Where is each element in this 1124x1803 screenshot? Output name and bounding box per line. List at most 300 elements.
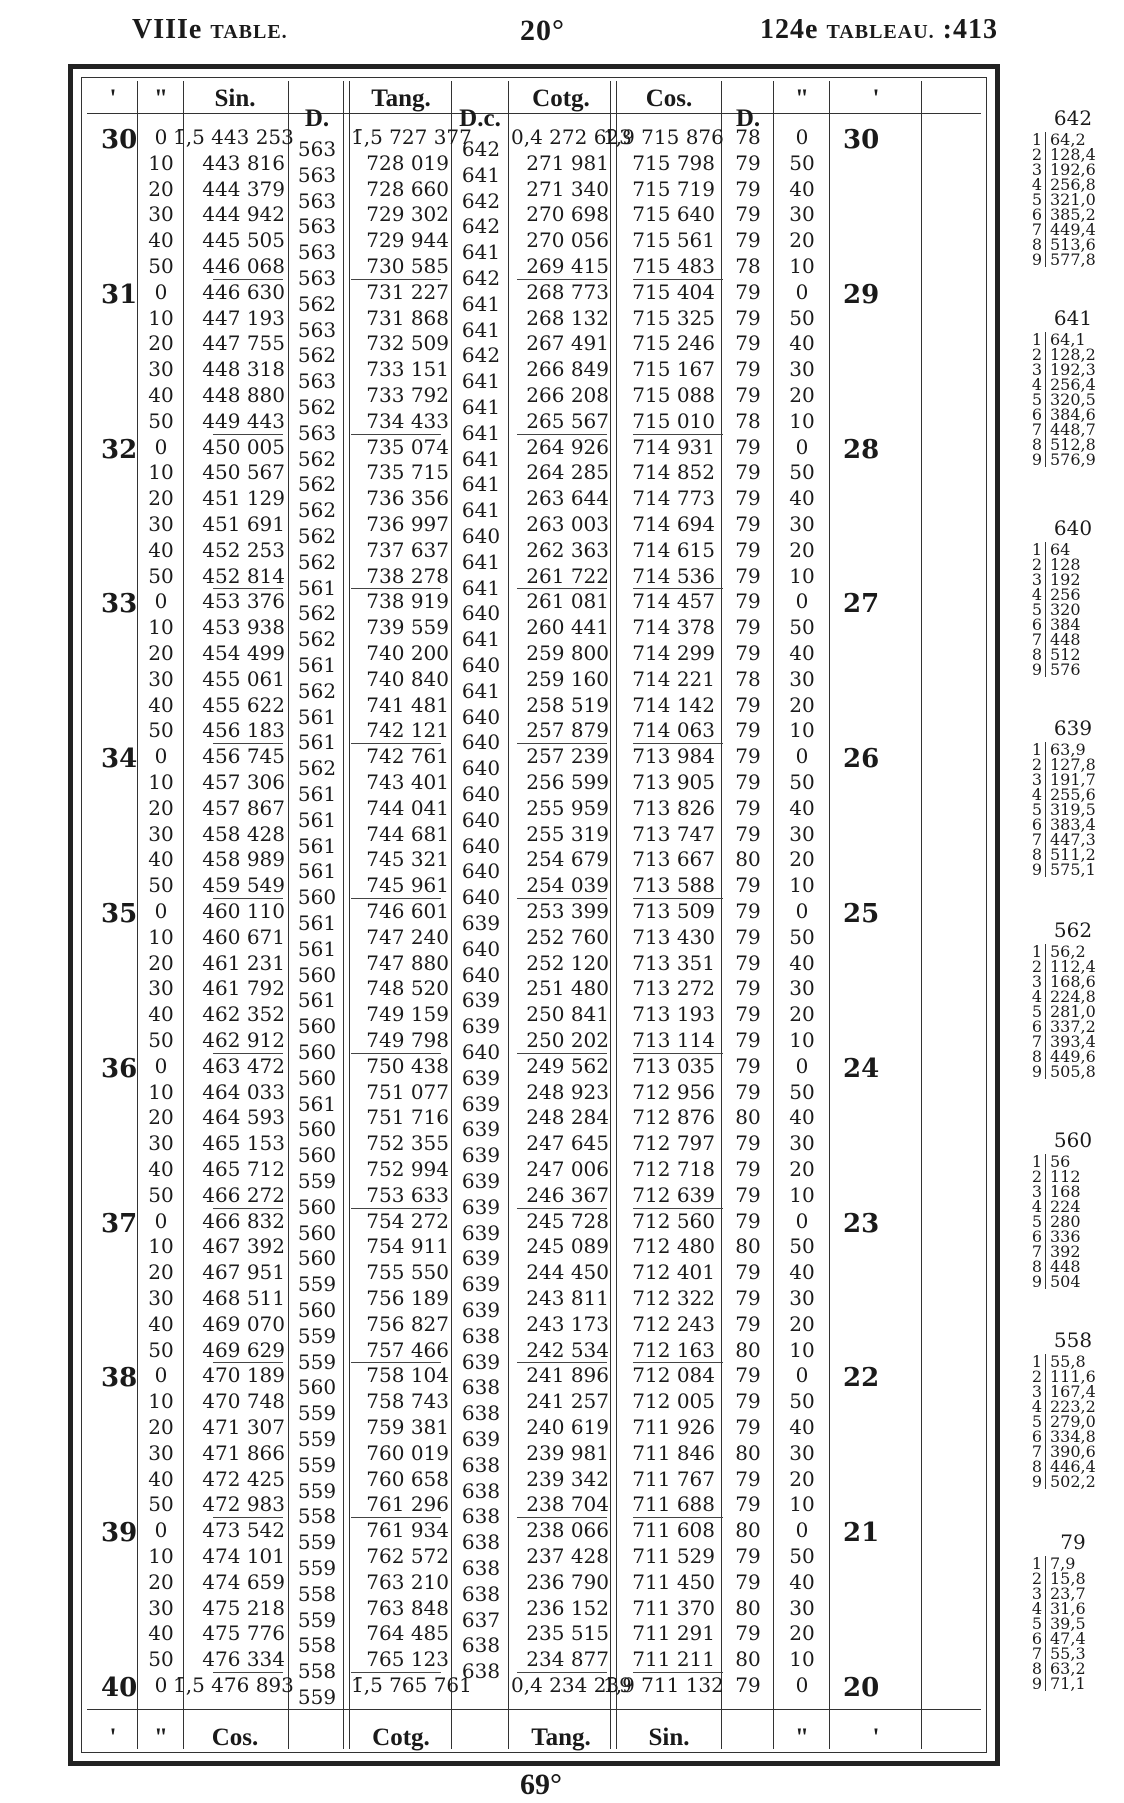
second-value: 40 <box>148 1311 174 1336</box>
rsecond-value: 40 <box>789 950 815 975</box>
dc-value: 639 <box>461 1427 501 1451</box>
d-cos-value: 79 <box>735 692 761 717</box>
d-cos-value: 79 <box>735 1028 761 1052</box>
rsecond-value: 40 <box>789 486 815 511</box>
rsecond-value: 40 <box>789 795 815 820</box>
dc-value: 640 <box>461 936 501 961</box>
dc-value: 641 <box>461 240 501 265</box>
pp-digit: 4 <box>1028 377 1046 392</box>
d-cos-value: 79 <box>735 512 761 536</box>
cotg-value: 260 441 <box>526 615 609 640</box>
table-row <box>73 925 995 949</box>
cos-value: 711 291 <box>632 1621 715 1646</box>
table-row <box>73 641 995 665</box>
pp-digit: 5 <box>1028 392 1046 407</box>
cotg-value: 248 923 <box>526 1079 609 1104</box>
d-sin-value: 563 <box>297 162 337 187</box>
cotg-value: 250 841 <box>526 1002 609 1027</box>
col-header-minutes: ' <box>109 85 117 112</box>
dc-value: 641 <box>461 472 501 497</box>
tang-value: 757 466 <box>366 1337 449 1362</box>
cotg-value: 261 081 <box>526 589 609 614</box>
pp-digit: 8 <box>1028 437 1046 452</box>
pp-digit: 6 <box>1028 207 1046 222</box>
pp-digit: 9 <box>1028 1474 1046 1489</box>
d-sin-value: 559 <box>297 1401 337 1426</box>
dc-value: 639 <box>461 1117 501 1142</box>
rsecond-value: 30 <box>789 1595 815 1620</box>
pp-value: 447,3 <box>1050 830 1096 849</box>
second-value: 50 <box>148 254 174 278</box>
sin-value: 465 712 <box>202 1157 285 1181</box>
dc-value: 642 <box>461 137 501 161</box>
table-row <box>73 1131 995 1155</box>
tang-value: 739 559 <box>366 615 449 640</box>
table-row <box>73 1415 995 1439</box>
sin-value: 472 425 <box>202 1466 285 1491</box>
pp-value: 167,4 <box>1050 1382 1096 1401</box>
rminute-value: 30 <box>843 125 880 155</box>
rsecond-value: 30 <box>789 202 815 227</box>
d-cos-value: 79 <box>735 563 761 588</box>
tang-value: 744 041 <box>366 795 449 820</box>
pp-value: 393,4 <box>1050 1032 1096 1051</box>
cos-value: 715 404 <box>632 279 715 304</box>
dc-value: 641 <box>461 678 501 703</box>
cos-value: 712 797 <box>632 1131 715 1156</box>
pp-value: 224,8 <box>1050 987 1096 1006</box>
d-sin-value: 559 <box>297 1427 337 1451</box>
d-cos-value: 79 <box>735 486 761 511</box>
table-row <box>73 1389 995 1413</box>
table-row <box>73 564 995 588</box>
pp-row <box>1028 1676 1118 1691</box>
rsecond-value: 40 <box>789 1260 815 1285</box>
rsecond-value: 0 <box>795 589 809 614</box>
cotg-value: 239 342 <box>526 1466 609 1491</box>
rminute-value: 29 <box>843 279 880 310</box>
cos-value: 713 905 <box>632 770 715 794</box>
rsecond-value: 10 <box>789 563 815 588</box>
pp-digit: 4 <box>1028 1399 1046 1414</box>
d-cos-value: 79 <box>735 150 761 175</box>
dc-value: 641 <box>461 549 501 574</box>
rsecond-value: 20 <box>789 1002 815 1027</box>
cos-value: 713 588 <box>632 873 715 898</box>
pp-digit: 7 <box>1028 1444 1046 1459</box>
pp-value: 23,7 <box>1050 1584 1086 1603</box>
sin-value: 448 880 <box>202 383 285 407</box>
pp-digit: 6 <box>1028 1019 1046 1034</box>
rsecond-value: 20 <box>789 1157 815 1181</box>
second-value: 0 <box>154 899 168 923</box>
cotg-value: 234 877 <box>526 1647 609 1672</box>
d-sin-value: 560 <box>297 1220 337 1245</box>
tang-value: 752 355 <box>366 1131 449 1156</box>
cotg-value: 252 760 <box>526 924 609 949</box>
sin-value: 454 499 <box>202 641 285 665</box>
second-value: 0 <box>154 279 168 304</box>
col-header-cos: Cos. <box>645 85 693 112</box>
angle-title: 20° <box>520 14 565 47</box>
dc-value: 637 <box>461 1607 501 1632</box>
dc-value: 639 <box>461 1143 501 1168</box>
pp-digit: 9 <box>1028 1676 1046 1691</box>
pp-digit: 8 <box>1028 1459 1046 1474</box>
sin-value: 460 110 <box>202 899 285 923</box>
table-row <box>73 1570 995 1594</box>
sin-value: 476 334 <box>202 1647 285 1672</box>
second-value: 50 <box>148 718 174 743</box>
second-value: 30 <box>148 821 174 846</box>
pp-value: 55,8 <box>1050 1352 1086 1371</box>
pp-value: 280 <box>1050 1212 1081 1231</box>
table-row <box>73 254 995 278</box>
d-cos-value: 79 <box>735 279 761 304</box>
table-row <box>73 1338 995 1362</box>
pp-value: 319,5 <box>1050 800 1096 819</box>
pp-digit: 6 <box>1028 1429 1046 1444</box>
pp-digit: 1 <box>1028 944 1046 959</box>
second-value: 0 <box>154 125 168 149</box>
dc-value: 640 <box>461 782 501 806</box>
minute-value: 37 <box>101 1208 138 1239</box>
proportional-parts-block <box>1028 1530 1118 1691</box>
d-sin-value: 563 <box>297 369 337 394</box>
pp-digit: 3 <box>1028 162 1046 177</box>
table-row <box>73 1596 995 1620</box>
rsecond-value: 0 <box>795 1053 809 1078</box>
tang-value: 742 761 <box>366 744 449 769</box>
dc-value: 642 <box>461 343 501 368</box>
complementary-angle: 69° <box>520 1768 562 1801</box>
col-header-rseconds: " <box>795 85 809 112</box>
pp-value: 448,7 <box>1050 420 1096 439</box>
tang-value: 738 278 <box>366 563 449 588</box>
dc-value: 641 <box>461 446 501 471</box>
tang-value: 752 994 <box>366 1157 449 1181</box>
rsecond-value: 0 <box>795 1673 809 1697</box>
pp-value: 392 <box>1050 1242 1081 1261</box>
rminute-value: 25 <box>843 899 880 929</box>
sin-value: 1̄,5 476 893 <box>173 1673 294 1697</box>
rsecond-value: 10 <box>789 1028 815 1052</box>
cos-value: 712 163 <box>632 1337 715 1362</box>
proportional-parts-block <box>1028 106 1118 267</box>
pp-value: 505,8 <box>1050 1062 1096 1081</box>
pp-value: 128,2 <box>1050 345 1096 364</box>
pp-value: 449,4 <box>1050 220 1096 239</box>
cos-value: 711 926 <box>632 1415 715 1439</box>
proportional-parts-block <box>1028 918 1118 1079</box>
cotg-value: 264 926 <box>526 434 609 459</box>
second-value: 20 <box>148 1260 174 1285</box>
rsecond-value: 0 <box>795 1363 809 1388</box>
cos-value: 713 272 <box>632 976 715 1001</box>
tang-value: 735 074 <box>366 434 449 459</box>
d-sin-value: 560 <box>297 1117 337 1142</box>
pp-value: 384 <box>1050 615 1081 634</box>
cos-value: 715 719 <box>632 176 715 201</box>
pp-digit: 3 <box>1028 362 1046 377</box>
pp-digit: 6 <box>1028 1631 1046 1646</box>
dc-value: 639 <box>461 1246 501 1271</box>
pp-digit: 9 <box>1028 862 1046 877</box>
col-header-d2: D. <box>735 105 761 132</box>
d-sin-value: 562 <box>297 524 337 548</box>
pp-value: 31,6 <box>1050 1599 1086 1618</box>
rsecond-value: 40 <box>789 1105 815 1130</box>
pp-digit: 7 <box>1028 1244 1046 1259</box>
tang-value: 729 302 <box>366 202 449 227</box>
pp-digit: 3 <box>1028 974 1046 989</box>
second-value: 40 <box>148 692 174 717</box>
cos-value: 712 956 <box>632 1079 715 1104</box>
cos-value: 713 351 <box>632 950 715 975</box>
table-row <box>73 718 995 742</box>
table-row <box>73 151 995 175</box>
d-cos-value: 80 <box>735 1518 761 1543</box>
d-sin-value: 559 <box>297 1349 337 1374</box>
pp-row <box>1028 252 1118 267</box>
table-row <box>73 1467 995 1491</box>
proportional-parts-block <box>1028 516 1118 677</box>
d-sin-value: 561 <box>297 988 337 1013</box>
pp-digit: 2 <box>1028 1169 1046 1184</box>
table-row <box>73 615 995 639</box>
rsecond-value: 30 <box>789 512 815 536</box>
table-row <box>73 1312 995 1336</box>
cos-value: 711 846 <box>632 1440 715 1465</box>
d-cos-value: 78 <box>735 666 761 691</box>
d-cos-value: 79 <box>735 1569 761 1594</box>
tang-value: 728 660 <box>366 176 449 201</box>
d-cos-value: 79 <box>735 1415 761 1439</box>
sin-value: 1̄,5 443 253 <box>173 125 294 149</box>
table-row <box>73 1080 995 1104</box>
pp-digit: 8 <box>1028 237 1046 252</box>
pp-digit: 5 <box>1028 192 1046 207</box>
cotg-value: 246 367 <box>526 1182 609 1207</box>
table-frame <box>68 64 1000 1766</box>
cotg-value: 243 173 <box>526 1311 609 1336</box>
cotg-value: 238 066 <box>526 1518 609 1543</box>
table-row <box>73 1673 995 1703</box>
minute-value: 34 <box>101 744 138 775</box>
dc-value: 641 <box>461 395 501 419</box>
pp-value: 192,6 <box>1050 160 1096 179</box>
d-sin-value: 562 <box>297 498 337 523</box>
pp-title: 642 <box>1053 106 1093 130</box>
pp-value: 576,9 <box>1050 450 1096 469</box>
d-sin-value: 559 <box>297 1169 337 1193</box>
pp-digit: 9 <box>1028 252 1046 267</box>
dc-value: 638 <box>461 1659 501 1684</box>
second-value: 0 <box>154 744 168 769</box>
tang-value: 740 200 <box>366 641 449 665</box>
pp-value: 224 <box>1050 1197 1081 1216</box>
cotg-value: 264 285 <box>526 460 609 485</box>
cos-value: 714 221 <box>632 666 715 691</box>
second-value: 30 <box>148 666 174 691</box>
cos-value: 715 798 <box>632 150 715 175</box>
proportional-parts-block <box>1028 1128 1118 1289</box>
rsecond-value: 30 <box>789 666 815 691</box>
second-value: 40 <box>148 1621 174 1646</box>
tang-value: 747 880 <box>366 950 449 975</box>
d-cos-value: 79 <box>735 589 761 614</box>
pp-digit: 8 <box>1028 647 1046 662</box>
rsecond-value: 20 <box>789 692 815 717</box>
pp-digit: 5 <box>1028 1616 1046 1631</box>
d-sin-value: 563 <box>297 188 337 213</box>
table-row <box>73 1234 995 1258</box>
cos-value: 711 608 <box>632 1518 715 1543</box>
d-sin-value: 561 <box>297 782 337 806</box>
cos-value: 711 688 <box>632 1492 715 1517</box>
cos-value: 713 509 <box>632 899 715 923</box>
minute-value: 39 <box>101 1518 138 1549</box>
pp-digit: 3 <box>1028 772 1046 787</box>
dc-value: 639 <box>461 1194 501 1219</box>
pp-title: 558 <box>1053 1328 1093 1352</box>
tang-value: 751 077 <box>366 1079 449 1104</box>
table-row <box>73 847 995 871</box>
sin-value: 455 061 <box>202 666 285 691</box>
tang-value: 760 019 <box>366 1440 449 1465</box>
table-row <box>73 1544 995 1568</box>
rsecond-value: 30 <box>789 821 815 846</box>
d-cos-value: 79 <box>735 1544 761 1568</box>
pp-digit: 7 <box>1028 832 1046 847</box>
sin-value: 446 068 <box>202 254 285 278</box>
rminute-value: 22 <box>843 1363 880 1394</box>
d-sin-value: 563 <box>297 214 337 239</box>
sin-value: 461 231 <box>202 950 285 975</box>
second-value: 10 <box>148 1389 174 1414</box>
cotg-value: 238 704 <box>526 1492 609 1517</box>
pp-value: 502,2 <box>1050 1472 1096 1491</box>
dc-value: 639 <box>461 1349 501 1374</box>
sin-value: 452 814 <box>202 563 285 588</box>
cos-value: 714 536 <box>632 563 715 588</box>
dc-value: 638 <box>461 1375 501 1400</box>
d-cos-value: 79 <box>735 1260 761 1285</box>
second-value: 50 <box>148 563 174 588</box>
pp-digit: 9 <box>1028 452 1046 467</box>
cotg-value: 250 202 <box>526 1028 609 1052</box>
dc-value: 641 <box>461 627 501 652</box>
dc-value: 638 <box>461 1581 501 1606</box>
d-sin-value: 561 <box>297 575 337 600</box>
d-sin-value: 558 <box>297 1504 337 1529</box>
sin-value: 451 691 <box>202 512 285 536</box>
tang-value: 736 997 <box>366 512 449 536</box>
pp-value: 55,3 <box>1050 1644 1086 1663</box>
rsecond-value: 10 <box>789 1647 815 1672</box>
table-number-left: VIIIe TABLE. <box>132 14 288 45</box>
second-value: 30 <box>148 512 174 536</box>
table-row <box>73 1105 995 1129</box>
sin-value: 453 376 <box>202 589 285 614</box>
sin-value: 474 101 <box>202 1544 285 1568</box>
col-footer-tang: Tang. <box>531 1724 591 1751</box>
pp-digit: 6 <box>1028 407 1046 422</box>
cotg-value: 262 363 <box>526 537 609 562</box>
tang-value: 761 934 <box>366 1518 449 1543</box>
dc-value: 640 <box>461 756 501 781</box>
rsecond-value: 0 <box>795 1208 809 1233</box>
d-sin-value: 561 <box>297 936 337 961</box>
cotg-value: 258 519 <box>526 692 609 717</box>
tang-value: 751 716 <box>366 1105 449 1130</box>
minute-value: 33 <box>101 589 138 620</box>
tang-value: 735 715 <box>366 460 449 485</box>
cos-value: 712 005 <box>632 1389 715 1414</box>
d-sin-value: 560 <box>297 1040 337 1064</box>
col-footer-sin: Sin. <box>648 1724 690 1751</box>
d-cos-value: 80 <box>735 1440 761 1465</box>
cotg-value: 244 450 <box>526 1260 609 1285</box>
cotg-value: 247 645 <box>526 1131 609 1156</box>
second-value: 0 <box>154 434 168 459</box>
pp-value: 127,8 <box>1050 755 1096 774</box>
pp-value: 112,4 <box>1050 957 1096 976</box>
cotg-value: 256 599 <box>526 770 609 794</box>
rminute-value: 26 <box>843 744 880 775</box>
dc-value: 642 <box>461 266 501 290</box>
d-cos-value: 79 <box>735 1079 761 1104</box>
dc-value: 638 <box>461 1323 501 1348</box>
minute-value: 35 <box>101 899 138 929</box>
sin-value: 446 630 <box>202 279 285 304</box>
pp-value: 128 <box>1050 555 1081 574</box>
d-sin-value: 560 <box>297 885 337 910</box>
tang-value: 763 848 <box>366 1595 449 1620</box>
pp-value: 384,6 <box>1050 405 1096 424</box>
d-cos-value: 79 <box>735 1002 761 1027</box>
rsecond-value: 10 <box>789 254 815 278</box>
pp-value: 575,1 <box>1050 860 1096 879</box>
cos-value: 712 480 <box>632 1234 715 1259</box>
tang-value: 728 019 <box>366 150 449 175</box>
d-cos-value: 79 <box>735 1286 761 1310</box>
second-value: 20 <box>148 176 174 201</box>
tang-value: 753 633 <box>366 1182 449 1207</box>
second-value: 20 <box>148 486 174 511</box>
table-row <box>73 331 995 355</box>
cotg-value: 263 003 <box>526 512 609 536</box>
tang-value: 736 356 <box>366 486 449 511</box>
pp-value: 255,6 <box>1050 785 1096 804</box>
rminute-value: 23 <box>843 1208 880 1239</box>
col-header-tang: Tang. <box>371 85 431 112</box>
d-cos-value: 79 <box>735 1131 761 1156</box>
pp-value: 256 <box>1050 585 1081 604</box>
pp-digit: 2 <box>1028 757 1046 772</box>
rsecond-value: 30 <box>789 357 815 382</box>
pp-digit: 3 <box>1028 1586 1046 1601</box>
second-value: 20 <box>148 641 174 665</box>
table-row <box>73 873 995 897</box>
table-row <box>73 279 995 310</box>
dc-value: 640 <box>461 653 501 677</box>
tang-value: 732 509 <box>366 331 449 356</box>
table-row <box>73 357 995 381</box>
pp-value: 256,4 <box>1050 375 1096 394</box>
second-value: 30 <box>148 1595 174 1620</box>
d-sin-value: 562 <box>297 627 337 652</box>
